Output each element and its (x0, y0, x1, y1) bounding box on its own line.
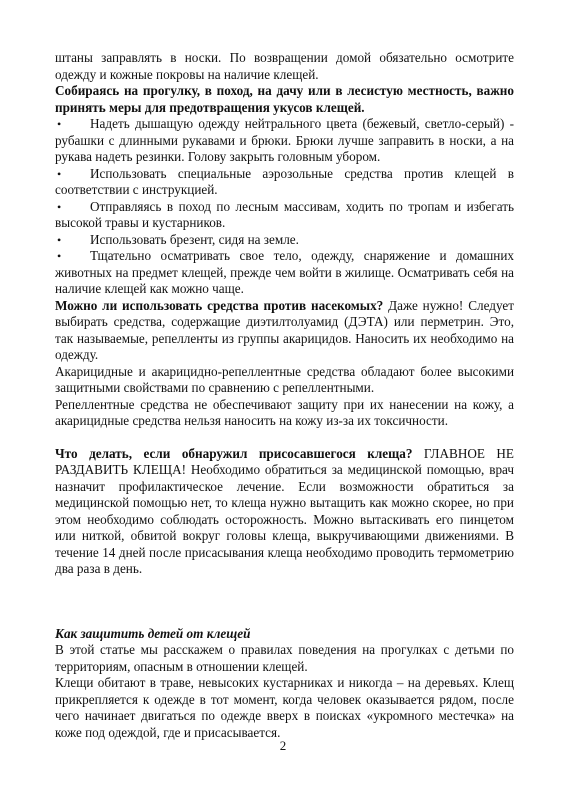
children-heading: Как защитить детей от клещей (55, 625, 251, 641)
spacer (55, 430, 514, 446)
list-item-text: Надеть дышащую одежду нейтрального цвета (бежевый, светло-серый) - рубашки с длинными рукавами и брюки. Брюки лучше заправить в носки, а на рукава надеть резинки. Голову закрыть головным убором. (55, 116, 514, 164)
acaricide-paragraph: Акарицидные и акарицидно-репеллентные средства обладают более высокими защитными свойствами по сравнению с репеллентными. (55, 363, 514, 395)
list-item: • Отправляясь в поход по лесным массивам, ходить по тропам и избегать высокой травы и кустарников. (55, 198, 514, 230)
document-page (55, 50, 514, 741)
list-item: • Использовать специальные аэрозольные средства против клещей в соответствии с инструкцией. (55, 165, 514, 197)
children-intro-paragraph: В этой статье мы расскажем о правилах поведения на прогулках с детьми по территориям, опасным в отношении клещей. (55, 642, 514, 674)
tick-question: Что делать, если обнаружил присосавшегося клеща? (55, 445, 413, 461)
repellent-paragraph: Репеллентные средства не обеспечивают защиту при их нанесении на кожу, а акарицидные средства нельзя наносить на кожу из-за их токсичности. (55, 396, 514, 428)
prevention-heading: Собираясь на прогулку, в поход, на дачу или в лесистую местность, важно принять меры для предотвращения укусов клещей. (55, 83, 514, 115)
list-item: • Использовать брезент, сидя на земле. (55, 232, 514, 249)
list-item-text: Использовать брезент, сидя на земле. (90, 231, 299, 247)
children-habitat-paragraph: Клещи обитают в траве, невысоких кустарниках и никогда – на деревьях. Клещ прикрепляется к одежде в тот момент, когда человек оказывается рядом, после чего начинает двигаться по одежде вверх в поисках «укромного местечка» на коже под одеждой, где и присасывается. (55, 675, 514, 740)
tick-removal-paragraph (55, 446, 514, 578)
prevention-list (55, 116, 514, 298)
spacer (55, 578, 514, 626)
list-item-text: Отправляясь в поход по лесным массивам, ходить по тропам и избегать высокой травы и кустарников. (55, 198, 514, 230)
intro-paragraph: штаны заправлять в носки. По возвращении домой обязательно осмотрите одежду и кожные покровы на наличие клещей. (55, 50, 514, 82)
insect-repellent-paragraph (55, 298, 514, 364)
list-item-text: Использовать специальные аэрозольные средства против клещей в соответствии с инструкцией. (55, 165, 514, 197)
list-item-text: Тщательно осматривать свое тело, одежду, снаряжение и домашних животных на предмет клещей, прежде чем войти в жилище. Осматривать себя на наличие клещей как можно чаще. (55, 248, 514, 296)
list-item: • Надеть дышащую одежду нейтрального цвета (бежевый, светло-серый) - рубашки с длинными рукавами и брюки. Брюки лучше заправить в носки, а на рукава надеть резинки. Голову закрыть головным убором. (55, 116, 514, 164)
list-item: • Тщательно осматривать свое тело, одежду, снаряжение и домашних животных на предмет клещей, прежде чем войти в жилище. Осматривать себя на наличие клещей как можно чаще. (55, 248, 514, 296)
insect-answer: Даже нужно! Следует выбирать средства, содержащие диэтилтолуамид (ДЭТА) или перметрин. Это, так называемые, репелленты из группы акарицидов. Наносить их необходимо на одежду. (55, 297, 514, 362)
insect-question: Можно ли использовать средства против насекомых? (55, 297, 384, 313)
page-number: 2 (279, 738, 287, 753)
tick-answer: ГЛАВНОЕ НЕ РАЗДАВИТЬ КЛЕЩА! Необходимо обратиться за медицинской помощью, врач назначит профилактическое лечение. Если возможности обратиться за медицинской помощью нет, то клеща нужно вытащить как можно скорее, но при этом необходимо соблюдать осторожность. Можно вытаскивать его пинцетом или ниткой, обвитой вокруг головы клеща, выкручивающими движениями. В течение 14 дней после присасывания клеща необходимо проводить термометрию два раза в день. (55, 445, 514, 576)
